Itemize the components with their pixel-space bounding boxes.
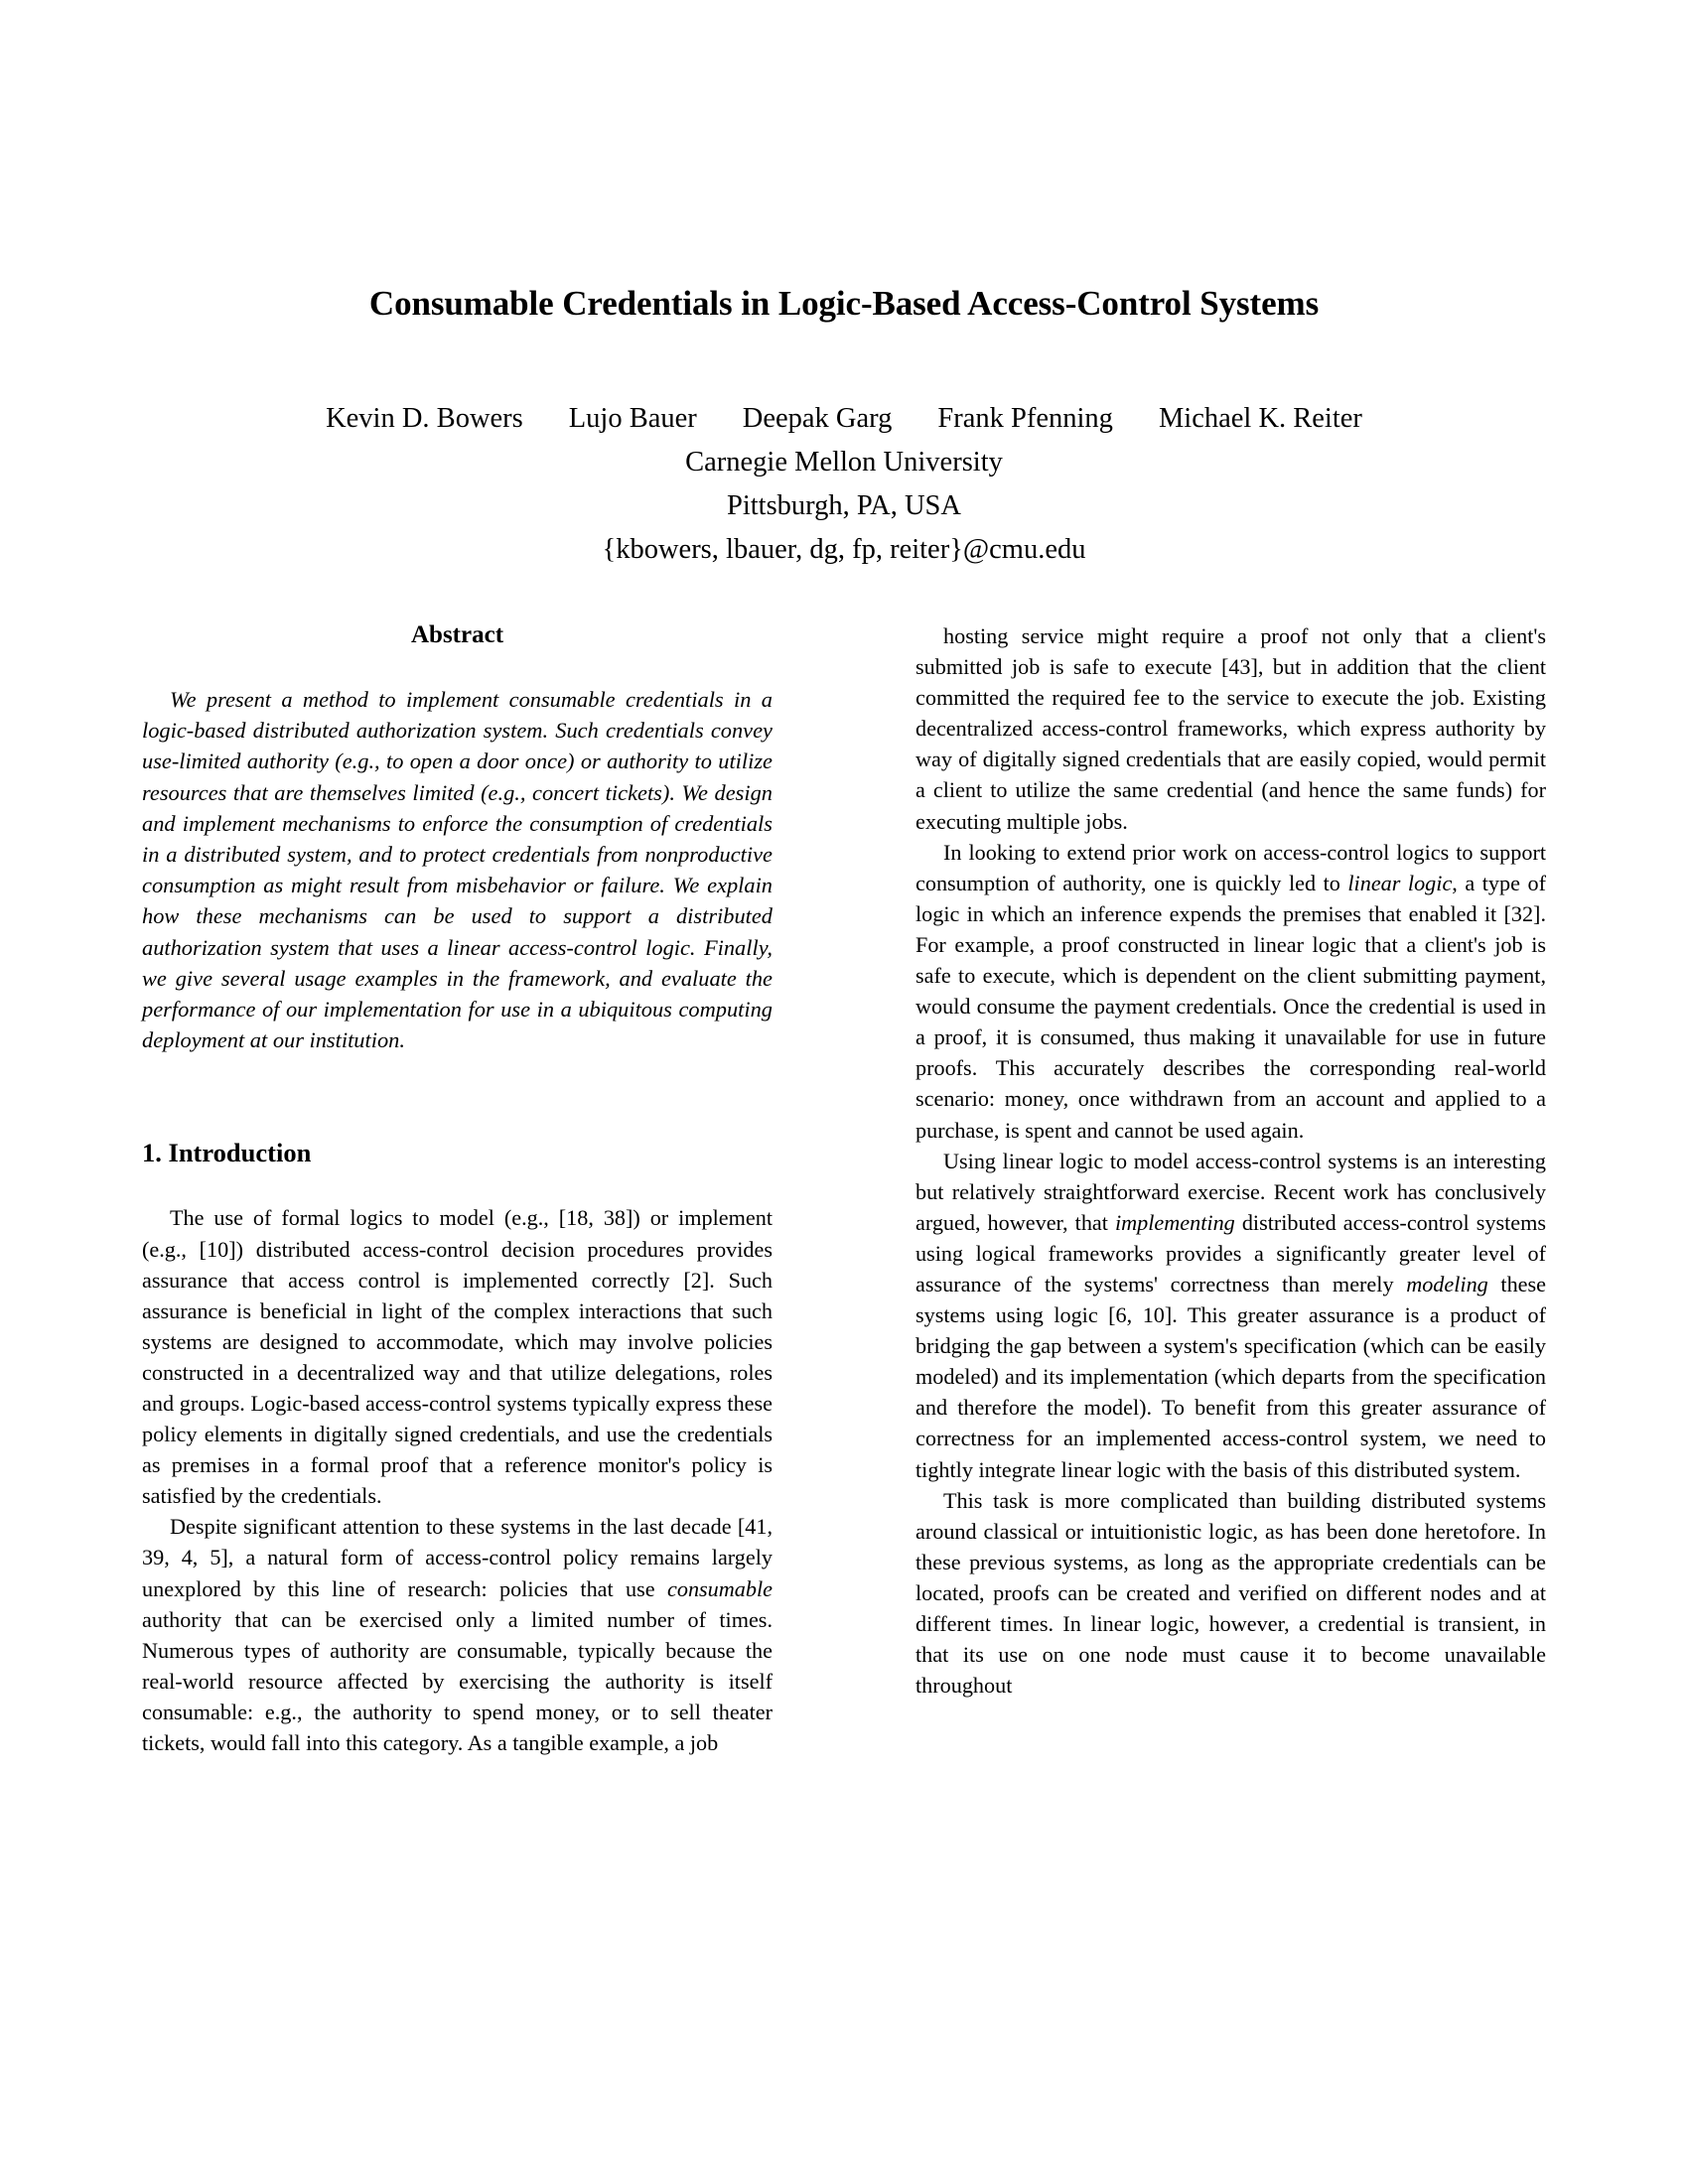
author-block [139, 397, 1549, 572]
page-title: Consumable Credentials in Logic-Based Access-Control Systems [368, 284, 1320, 323]
author-name: Deepak Garg [742, 403, 893, 434]
author-name: Frank Pfenning [937, 403, 1113, 434]
paragraph: This task is more complicated than building distributed systems around classical or intuitionistic logic, as has been done heretofore. In these previous systems, as long as the appropriate credentials can be located, proofs can be created and verified on different nodes and at different times. In linear logic, however, a credential is transient, in that its use on one node must cause it to become unavailable throughout [915, 1487, 1546, 1699]
emphasis-text: consumable [667, 1575, 773, 1601]
contact-email: {kbowers, lbauer, dg, fp, reiter}@cmu.edu [602, 534, 1086, 565]
abstract-heading: Abstract [410, 621, 504, 648]
affiliation: Carnegie Mellon University [685, 447, 1003, 478]
paragraph: Using linear logic to model access-control systems is an interesting but relatively straightforward exercise. Recent work has conclusively argued, however, that implementing distributed access-control systems using logical frameworks provides a significantly greater level of assurance of the systems' correctness than merely modeling these systems using logic [6, 10]. This greater assurance is a product of bridging the gap between a system's specification (which can be easily modeled) and its implementation (which departs from the specification and therefore the model). To benefit from this greater assurance of correctness for an implemented access-control system, we need to tightly integrate linear logic with the basis of this distributed system. [915, 1148, 1546, 1482]
emphasis-text: implementing [1114, 1209, 1235, 1235]
paragraph: The use of formal logics to model (e.g., [18, 38]) or implement (e.g., [10]) distributed access-control decision procedures provides assurance that access control is implemented correctly [2]. Such assurance is beneficial in light of the complex interactions that such systems are designed to accommodate, which may involve policies constructed in a decentralized way and that utilize delegations, roles and groups. Logic-based access-control systems typically express these policy elements in digitally signed credentials, and use the credentials as premises in a formal proof that a reference monitor's policy is satisfied by the credentials. [142, 1205, 773, 1509]
right-column [915, 620, 1546, 1701]
author-name: Kevin D. Bowers [326, 403, 523, 434]
section-heading-introduction: 1. Introduction [142, 1138, 312, 1168]
emphasis-text: modeling [1406, 1271, 1488, 1297]
title-block [139, 283, 1549, 325]
abstract-text: We present a method to implement consumable credentials in a logic-based distributed authorization system. Such credentials convey use-limited authority (e.g., to open a door once) or authority to utilize resources that are themselves limited (e.g., concert tickets). We design and implement mechanisms to enforce the consumption of credentials in a distributed system, and to protect credentials from nonproductive consumption as might result from misbehavior or failure. We explain how these mechanisms can be used to support a distributed authorization system that uses a linear access-control logic. Finally, we give several usage examples in the framework, and evaluate the performance of our implementation for use in a ubiquitous computing deployment at our institution. [142, 687, 773, 1053]
author-name: Lujo Bauer [568, 403, 697, 434]
paragraph: Despite significant attention to these systems in the last decade [41, 39, 4, 5], a natural form of access-control policy remains largely unexplored by this line of research: policies that use consumable authority that can be exercised only a limited number of times. Numerous types of authority are consumable, typically because the real-world resource affected by exercising the authority is itself consumable: e.g., the authority to spend money, or to sell theater tickets, would fall into this category. As a tangible example, a job [142, 1514, 773, 1756]
affiliation-location: Pittsburgh, PA, USA [726, 490, 961, 521]
left-column [142, 620, 773, 1758]
paragraph: hosting service might require a proof not only that a client's submitted job is safe to execute [43], but in addition that the client committed the required fee to the service to execute the job. Existing decentralized access-control frameworks, which express authority by way of digitally signed credentials that are easily copied, would permit a client to utilize the same credential (and hence the same funds) for executing multiple jobs. [915, 623, 1546, 834]
author-names-row [139, 397, 1549, 441]
author-name: Michael K. Reiter [1158, 403, 1362, 434]
paragraph: In looking to extend prior work on access-control logics to support consumption of authority, one is quickly led to linear logic, a type of logic in which an inference expends the premises that enabled it [32]. For example, a proof constructed in linear logic that a client's job is safe to execute, which is dependent on the client submitting payment, would consume the payment credentials. Once the credential is used in a proof, it is consumed, thus making it unavailable for use in future proofs. This accurately describes the corresponding real-world scenario: money, once withdrawn from an account and applied to a purchase, is spent and cannot be used again. [915, 839, 1546, 1143]
emphasis-text: linear logic [1347, 870, 1453, 895]
